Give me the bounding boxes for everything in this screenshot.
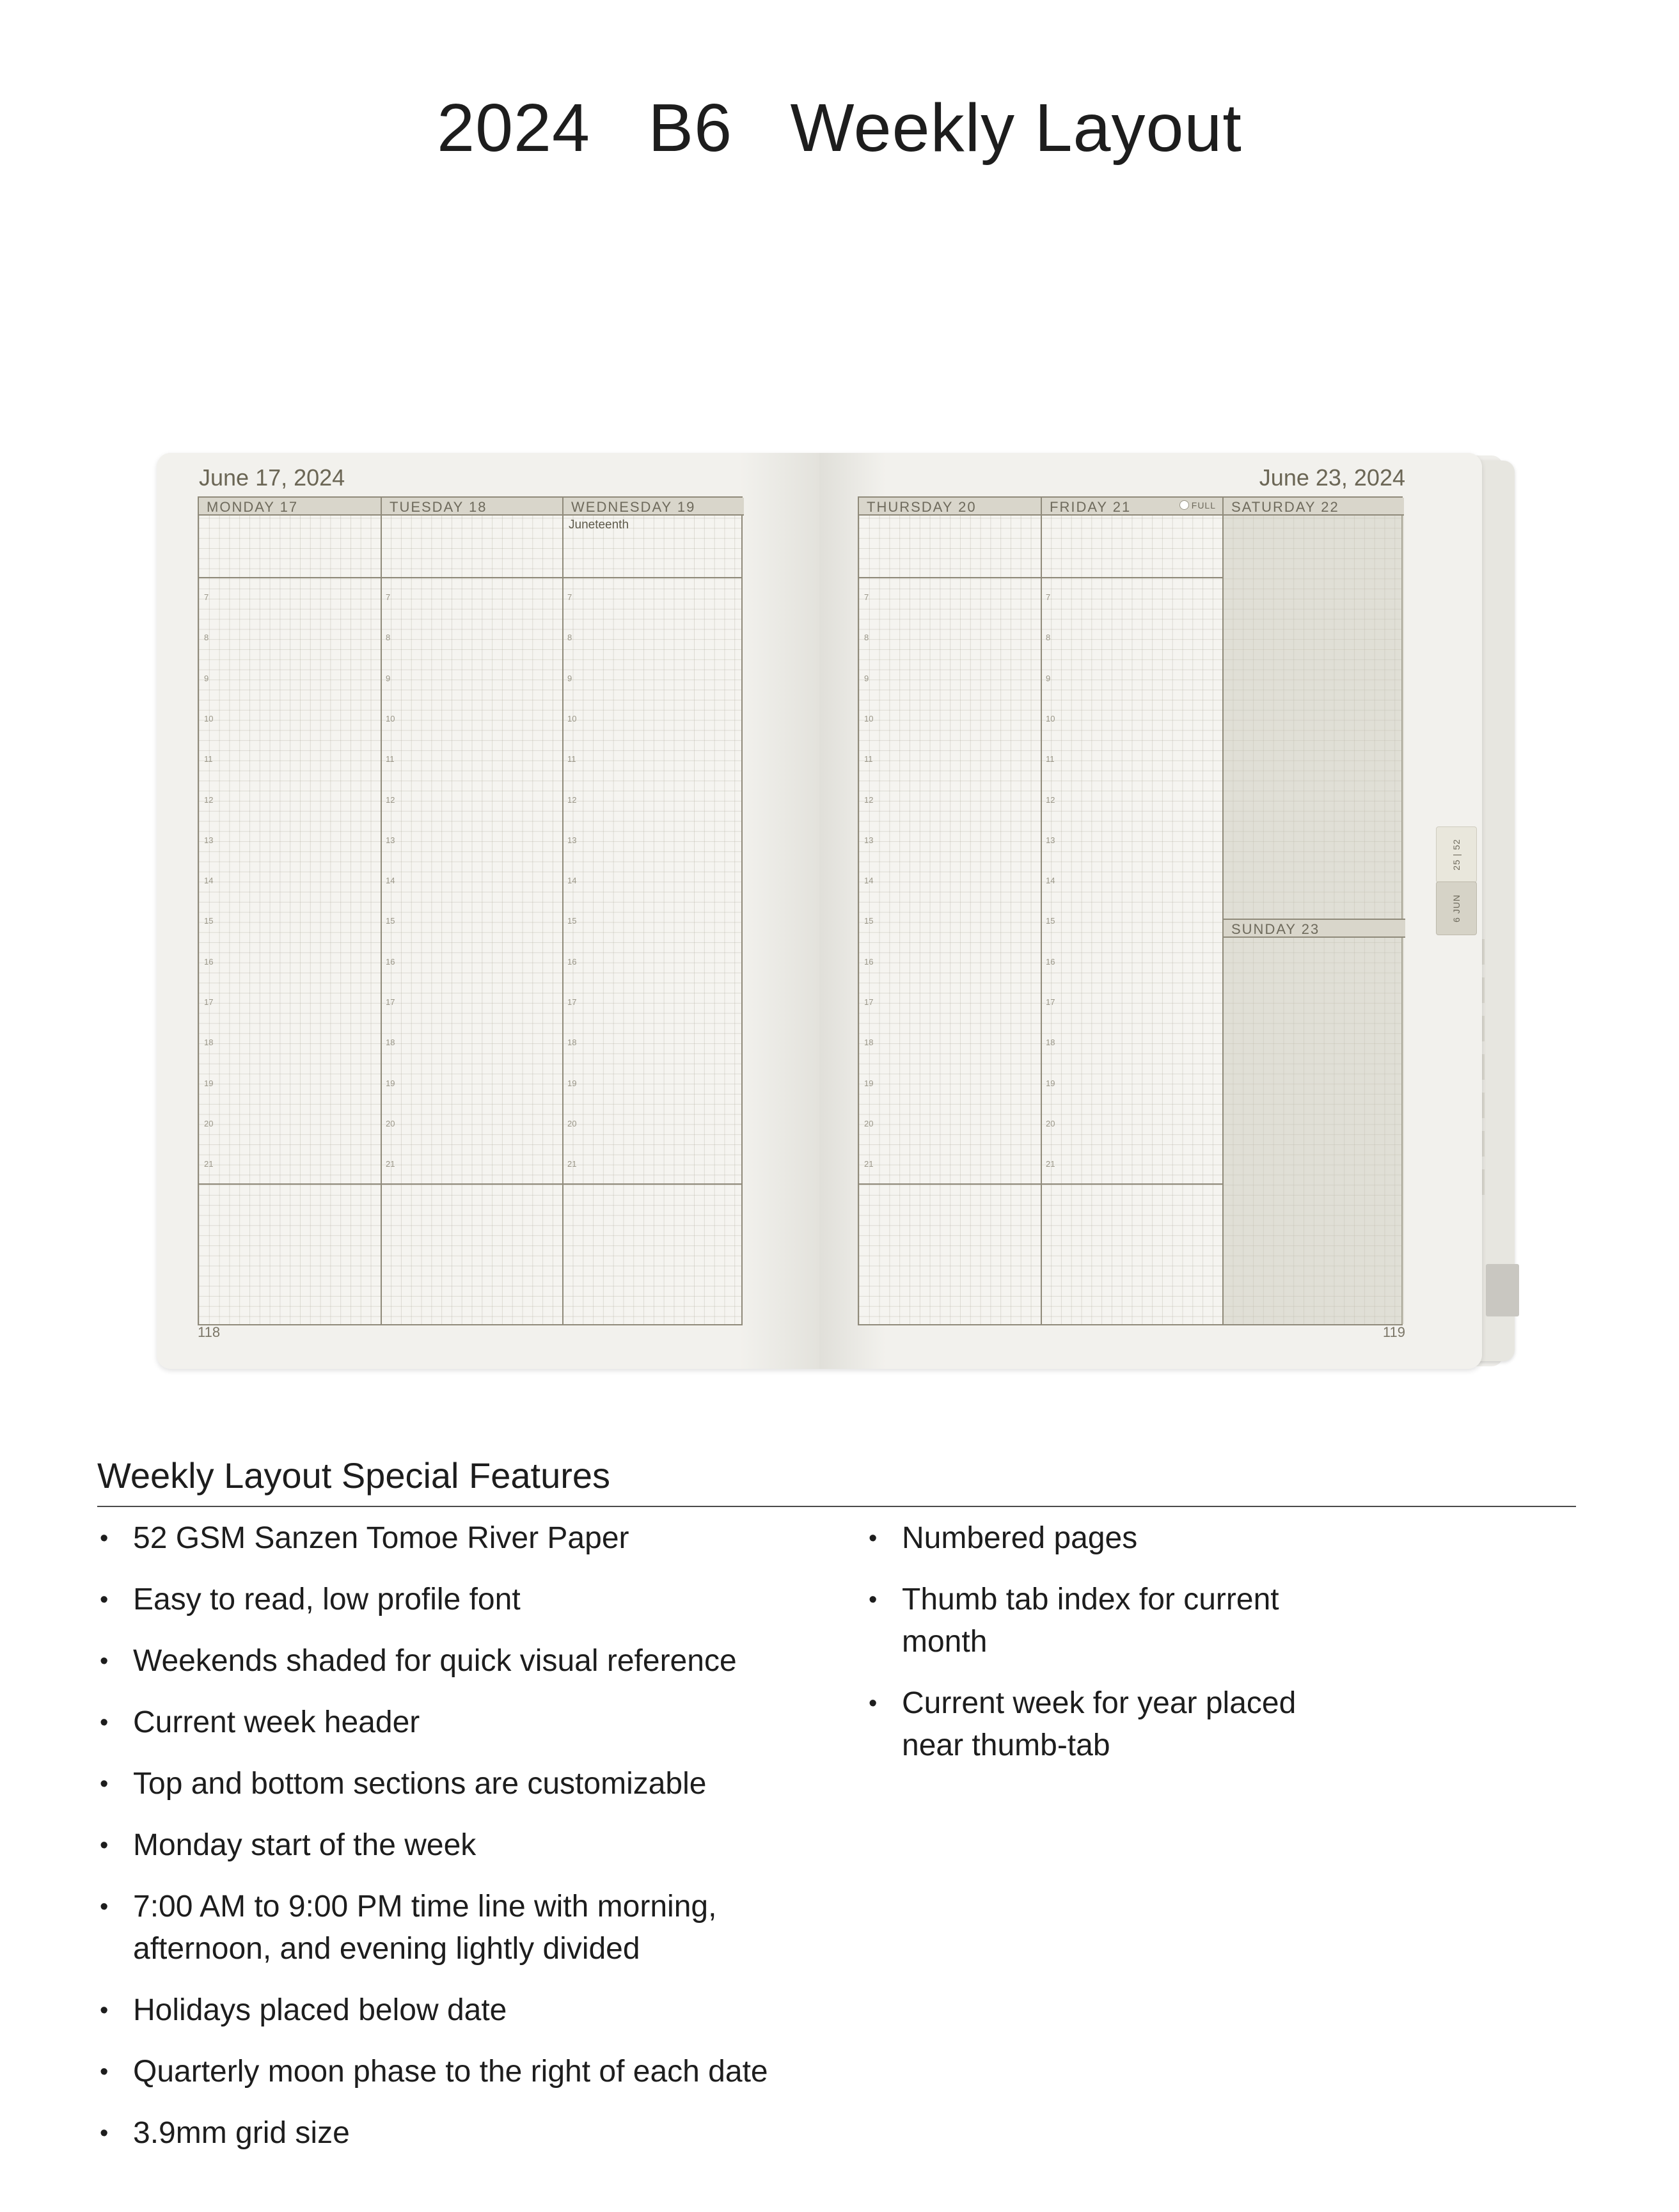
list-item: • Holidays placed below date [97,1989,852,2032]
features-heading: Weekly Layout Special Features [97,1455,611,1496]
hour-label: 16 [864,956,874,967]
list-item: • Easy to read, low profile font [97,1579,852,1621]
bottom-thumb-tab [1486,1264,1519,1316]
holiday-label: Juneteenth [569,518,629,532]
hour-label: 15 [864,916,874,926]
list-item: • Numbered pages [866,1517,1352,1560]
hour-label: 14 [864,876,874,886]
hour-label: 8 [864,633,869,643]
hour-label: 21 [864,1159,874,1169]
hour-label: 13 [1046,835,1055,845]
page-number: 118 [198,1324,221,1340]
hour-label: 18 [567,1038,577,1048]
list-item: • Monday start of the week [97,1824,852,1867]
day-column-friday [1041,498,1222,1324]
day-header: MONDAY 17 [199,498,381,516]
top-section-divider [199,577,741,578]
hour-label: 14 [1046,876,1055,886]
hour-label: 16 [386,956,395,967]
month-label: 6 JUN [1451,894,1462,922]
weekend-column [1222,498,1404,1324]
hour-label: 8 [567,633,572,643]
hour-label: 9 [386,673,391,683]
list-item: • Top and bottom sections are customizable [97,1763,852,1805]
list-item: • 7:00 AM to 9:00 PM time line with morning, afternoon, and evening lightly divided [97,1886,852,1970]
list-item: • Current week for year placed near thumb-tab [866,1682,1352,1767]
hour-label: 7 [1046,592,1051,602]
bottom-section-divider [859,1183,1222,1185]
hour-label: 12 [386,794,395,805]
hour-label: 19 [204,1078,214,1088]
hour-label: 18 [386,1038,395,1048]
hour-label: 10 [204,713,214,723]
right-page [819,453,1482,1369]
hour-label: 13 [567,835,577,845]
hour-label: 9 [864,673,869,683]
top-section-divider [859,577,1222,578]
hour-label: 19 [567,1078,577,1088]
hour-label: 11 [567,754,576,764]
day-column-monday [199,498,381,1324]
hour-label: 12 [567,794,577,805]
list-item: • Weekends shaded for quick visual reference [97,1640,852,1682]
hour-label: 17 [567,997,577,1007]
hour-label: 10 [386,713,395,723]
hour-label: 9 [567,673,572,683]
list-item: • Thumb tab index for current month [866,1579,1352,1663]
page-number: 119 [1382,1324,1405,1340]
hour-label: 18 [1046,1038,1055,1048]
hour-label: 21 [1046,1159,1055,1169]
sunday-header: SUNDAY 23 [1224,919,1405,938]
hour-label: 15 [386,916,395,926]
week-number-tab [1436,826,1477,883]
hour-label: 21 [567,1159,577,1169]
hour-label: 8 [386,633,391,643]
day-header [1042,498,1222,516]
day-header: TUESDAY 18 [382,498,562,516]
week-number: 25 | 52 [1451,839,1462,871]
notebook-spread-image [157,453,1519,1369]
day-column-thursday [859,498,1041,1324]
full-moon-icon [1179,500,1216,510]
hour-label: 21 [204,1159,214,1169]
hour-label: 16 [204,956,214,967]
open-planner [157,453,1482,1369]
left-week-grid [198,496,743,1325]
hour-label: 9 [204,673,209,683]
hour-label: 18 [864,1038,874,1048]
hour-label: 20 [1046,1118,1055,1128]
week-start-date: June 17, 2024 [199,464,345,491]
moon-phase-label: FULL [1191,500,1216,510]
left-page [157,453,819,1369]
hour-label: 17 [386,997,395,1007]
list-item: • Current week header [97,1702,852,1744]
hour-label: 17 [1046,997,1055,1007]
hour-label: 20 [204,1118,214,1128]
hour-label: 15 [567,916,577,926]
right-week-grid [858,496,1403,1325]
bottom-section-divider [199,1183,741,1185]
title-year: 2024 [437,90,590,166]
hour-label: 13 [864,835,874,845]
hour-label: 16 [567,956,577,967]
features-list-right [866,1517,1352,1786]
divider [97,1506,1576,1507]
hour-label: 12 [864,794,874,805]
hour-label: 11 [204,754,213,764]
hour-label: 13 [386,835,395,845]
month-thumb-tab [1436,881,1477,935]
hour-label: 12 [1046,794,1055,805]
hour-label: 9 [1046,673,1051,683]
hour-label: 14 [204,876,214,886]
hour-label: 7 [864,592,869,602]
hour-label: 10 [567,713,577,723]
hour-label: 16 [1046,956,1055,967]
title-size: B6 [648,90,733,166]
features-list-left [97,1517,852,2174]
hour-label: 15 [204,916,214,926]
list-item: • Quarterly moon phase to the right of each date [97,2051,852,2093]
hour-label: 19 [864,1078,874,1088]
hour-label: 11 [1046,754,1055,764]
hour-label: 19 [1046,1078,1055,1088]
page-title [0,90,1679,167]
day-header: SATURDAY 22 [1224,498,1404,516]
list-item: • 3.9mm grid size [97,2112,852,2154]
list-item: • 52 GSM Sanzen Tomoe River Paper [97,1517,852,1560]
hour-label: 20 [864,1118,874,1128]
hour-label: 14 [567,876,577,886]
hour-label: 20 [567,1118,577,1128]
day-header: WEDNESDAY 19 [564,498,744,516]
hour-label: 20 [386,1118,395,1128]
hour-label: 10 [864,713,874,723]
hour-label: 7 [386,592,391,602]
day-header: THURSDAY 20 [859,498,1041,516]
hour-label: 12 [204,794,214,805]
hour-label: 11 [386,754,395,764]
hour-label: 18 [204,1038,214,1048]
day-column-wednesday [562,498,744,1324]
hour-label: 14 [386,876,395,886]
hour-label: 11 [864,754,873,764]
day-column-tuesday [381,498,562,1324]
hour-label: 17 [204,997,214,1007]
hour-label: 10 [1046,713,1055,723]
hour-label: 7 [567,592,572,602]
hour-label: 17 [864,997,874,1007]
week-end-date: June 23, 2024 [1259,464,1405,491]
hour-label: 7 [204,592,209,602]
hour-label: 8 [204,633,209,643]
hour-label: 13 [204,835,214,845]
title-layout: Weekly Layout [790,90,1242,166]
hour-label: 15 [1046,916,1055,926]
hour-label: 21 [386,1159,395,1169]
hour-label: 8 [1046,633,1051,643]
day-label: FRIDAY 21 [1050,499,1131,515]
hour-label: 19 [386,1078,395,1088]
